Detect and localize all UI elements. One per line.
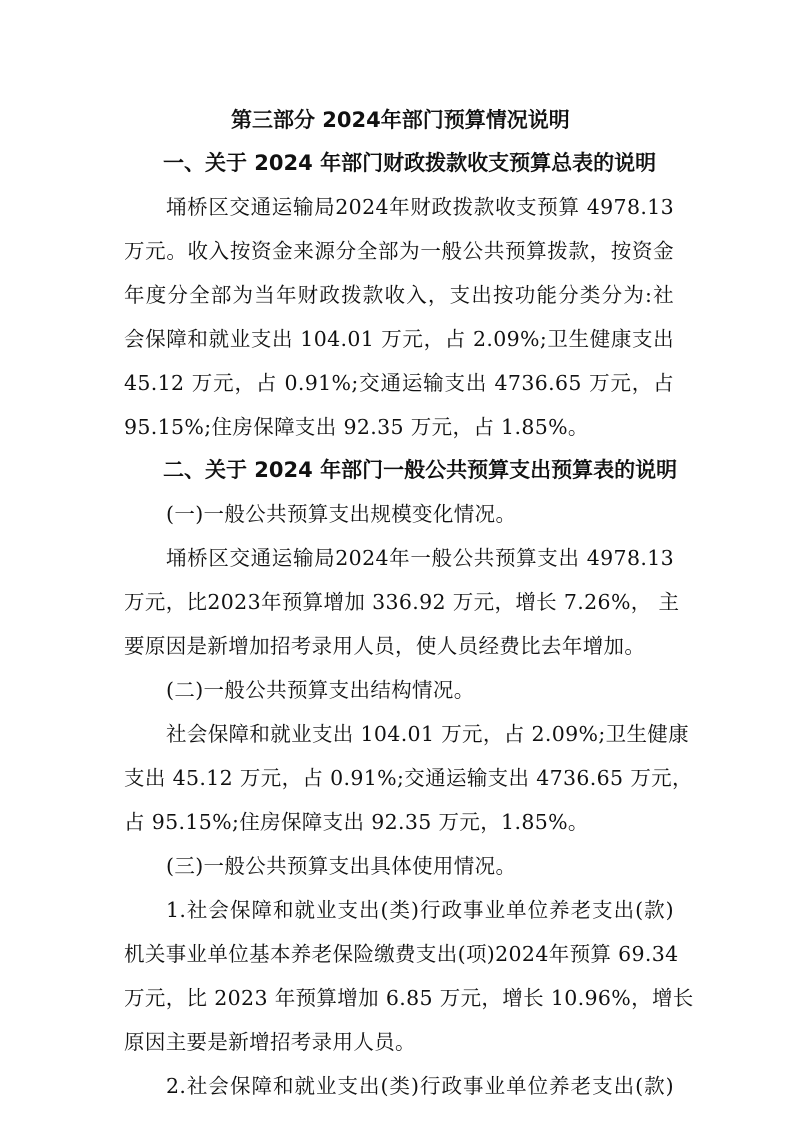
paragraph-line: 年度分全部为当年财政拨款收入，支出按功能分类分为:社 bbox=[124, 283, 674, 307]
subsection-3-heading: (三)一般公共预算支出具体使用情况。 bbox=[166, 854, 517, 878]
paragraph-line: 要原因是新增加招考录用人员，使人员经费比去年增加。 bbox=[124, 634, 646, 658]
paragraph-line: 45.12 万元，占 0.91%;交通运输支出 4736.65 万元，占 bbox=[124, 371, 674, 395]
section-2-heading: 二、关于 2024 年部门一般公共预算支出预算表的说明 bbox=[163, 458, 678, 482]
paragraph-line: 万元。收入按资金来源分全部为一般公共预算拨款，按资金 bbox=[124, 239, 674, 263]
paragraph-line: 万元，比 2023 年预算增加 6.85 万元，增长 10.96%，增长 bbox=[124, 986, 694, 1010]
document-title: 第三部分 2024年部门预算情况说明 bbox=[231, 108, 570, 132]
paragraph-line: 1.社会保障和就业支出(类)行政事业单位养老支出(款) bbox=[166, 898, 674, 922]
subsection-2-heading: (二)一般公共预算支出结构情况。 bbox=[166, 678, 475, 702]
section-1-heading: 一、关于 2024 年部门财政拨款收支预算总表的说明 bbox=[163, 151, 657, 175]
paragraph-line: 占 95.15%;住房保障支出 92.35 万元，1.85%。 bbox=[124, 810, 589, 834]
paragraph-line: 埇桥区交通运输局2024年一般公共预算支出 4978.13 bbox=[166, 546, 674, 570]
paragraph-line: 埇桥区交通运输局2024年财政拨款收支预算 4978.13 bbox=[166, 195, 674, 219]
paragraph-line: 社会保障和就业支出 104.01 万元，占 2.09%;卫生健康 bbox=[166, 722, 690, 746]
paragraph-line: 支出 45.12 万元，占 0.91%;交通运输支出 4736.65 万元， bbox=[124, 766, 693, 790]
paragraph-line: 机关事业单位基本养老保险缴费支出(项)2024年预算 69.34 bbox=[124, 942, 679, 966]
subsection-1-heading: (一)一般公共预算支出规模变化情况。 bbox=[166, 502, 517, 526]
paragraph-line: 2.社会保障和就业支出(类)行政事业单位养老支出(款) bbox=[166, 1074, 674, 1098]
paragraph-line: 会保障和就业支出 104.01 万元，占 2.09%;卫生健康支出 bbox=[124, 327, 674, 351]
paragraph-line: 万元，比2023年预算增加 336.92 万元，增长 7.26%， 主 bbox=[124, 590, 680, 614]
paragraph-line: 95.15%;住房保障支出 92.35 万元，占 1.85%。 bbox=[124, 415, 589, 439]
paragraph-line: 原因主要是新增招考录用人员。 bbox=[124, 1030, 416, 1054]
